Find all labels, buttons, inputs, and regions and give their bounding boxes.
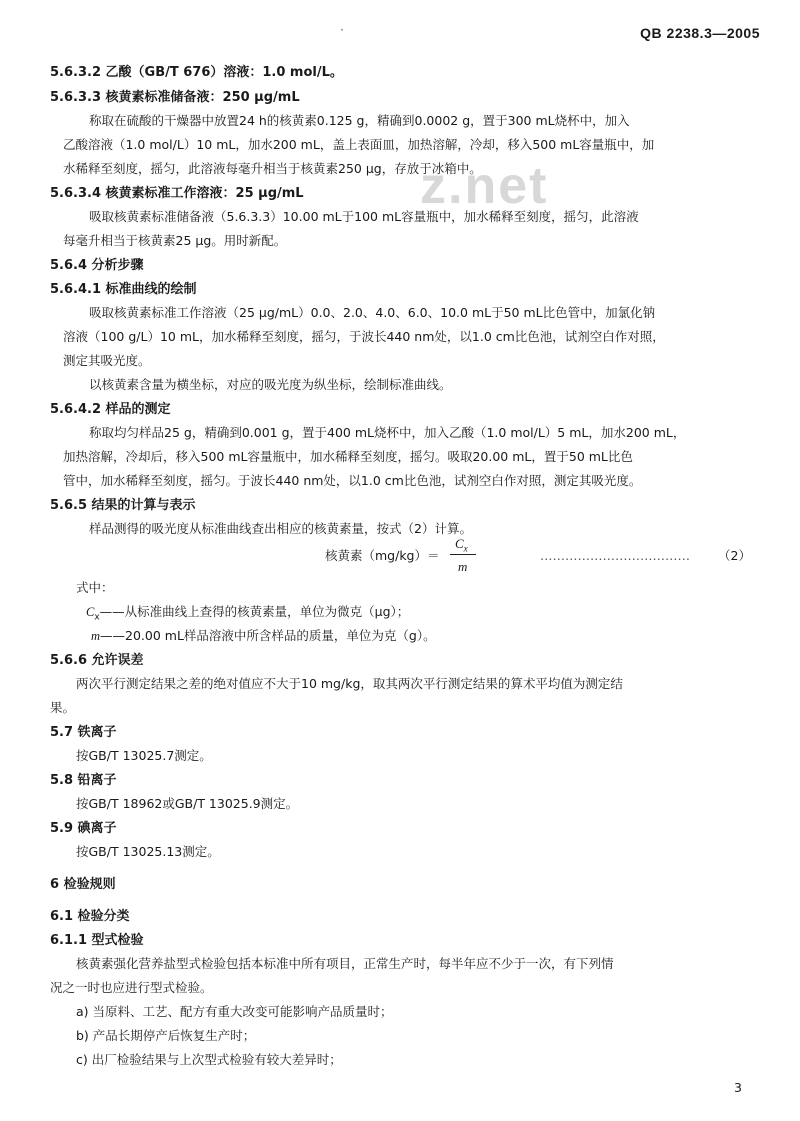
body-line: 称取在硫酸的干燥器中放置24 h的核黄素0.125 g，精确到0.0002 g，置于300 mL烧杯中，加入 — [89, 113, 630, 128]
body-line: 乙酸溶液（1.0 mol/L）10 mL，加水200 mL，盖上表面皿，加热溶解，冷却，移入500 mL容量瓶中，加 — [63, 137, 655, 152]
clause-5-6-5: 5.6.5 结果的计算与表示 — [50, 498, 196, 513]
formula-numerator: $C_x$ — [455, 536, 468, 554]
list-item-c: c) 出厂检验结果与上次型式检验有较大差异时； — [76, 1052, 342, 1067]
clause-5-6-6: 5.6.6 允许误差 — [50, 653, 144, 668]
clause-6: 6 检验规则 — [50, 877, 116, 892]
clause-5-6-4-2: 5.6.4.2 样品的测定 — [50, 402, 171, 417]
formula-lhs: 核黄素（mg/kg）＝ — [325, 548, 440, 563]
body-line: 水稀释至刻度，摇匀，此溶液每毫升相当于核黄素250 μg，存放于冰箱中。 — [63, 161, 482, 176]
body-line: 管中，加水稀释至刻度，摇匀。于波长440 nm处，以1.0 cm比色池，试剂空白作对照，测定其吸光度。 — [63, 473, 642, 488]
formula-leader: ……………………………… — [540, 548, 690, 563]
watermark: z.net — [420, 157, 549, 215]
page-number: 3 — [734, 1080, 742, 1095]
body-line: 以核黄素含量为横坐标，对应的吸光度为纵坐标，绘制标准曲线。 — [89, 377, 452, 392]
body-line: 核黄素强化营养盐型式检验包括本标准中所有项目，正常生产时，每半年应不少于一次，有下列情 — [76, 956, 614, 971]
list-item-a: a) 当原料、工艺、配方有重大改变可能影响产品质量时； — [76, 1004, 393, 1019]
body-line: 吸取核黄素标准储备液（5.6.3.3）10.00 mL于100 mL容量瓶中，加水稀释至刻度，摇匀，此溶液 — [89, 209, 639, 224]
standard-number: QB 2238.3—2005 — [640, 25, 760, 41]
body-line: 果。 — [50, 700, 76, 715]
header-dot: · — [340, 22, 344, 37]
body-line: 称取均匀样品25 g，精确到0.001 g，置于400 mL烧杯中，加入乙酸（1.0 mol/L）5 mL，加水200 mL， — [89, 425, 686, 440]
body-line: 况之一时也应进行型式检验。 — [50, 980, 213, 995]
where-label: 式中： — [76, 580, 114, 595]
body-line: 按GB/T 18962或GB/T 13025.9测定。 — [76, 796, 299, 811]
definition-row: $C_x——$从标准曲线上查得的核黄素量，单位为微克（μg）； — [86, 604, 410, 623]
body-line: 溶液（100 g/L）10 mL，加水稀释至刻度，摇匀，于波长440 nm处，以1.0 cm比色池，试剂空白作对照， — [63, 329, 665, 344]
clause-5-7: 5.7 铁离子 — [50, 725, 117, 740]
body-line: 每毫升相当于核黄素25 μg。用时新配。 — [63, 233, 287, 248]
clause-5-8: 5.8 铅离子 — [50, 773, 117, 788]
body-line: 按GB/T 13025.13测定。 — [76, 844, 220, 859]
body-line: 样品测得的吸光度从标准曲线查出相应的核黄素量，按式（2）计算。 — [89, 521, 472, 536]
clause-5-6-4-1: 5.6.4.1 标准曲线的绘制 — [50, 282, 197, 297]
clause-5-6-3-2: 5.6.3.2 乙酸（GB/T 676）溶液：1.0 mol/L。 — [50, 65, 343, 80]
formula-number: （2） — [718, 548, 751, 563]
clause-5-6-3-3: 5.6.3.3 核黄素标准储备液：250 μg/mL — [50, 90, 300, 105]
body-line: 两次平行测定结果之差的绝对值应不大于10 mg/kg，取其两次平行测定结果的算术平均值为测定结 — [76, 676, 623, 691]
body-line: 测定其吸光度。 — [63, 353, 151, 368]
body-line: 吸取核黄素标准工作溶液（25 μg/mL）0.0、2.0、4.0、6.0、10.0 mL于50 mL比色管中，加氯化钠 — [89, 305, 656, 320]
clause-6-1: 6.1 检验分类 — [50, 909, 130, 924]
body-line: 加热溶解，冷却后，移入500 mL容量瓶中，加水稀释至刻度，摇匀。吸取20.00 mL，置于50 mL比色 — [63, 449, 633, 464]
clause-5-6-3-4: 5.6.3.4 核黄素标准工作溶液：25 μg/mL — [50, 186, 304, 201]
clause-5-9: 5.9 碘离子 — [50, 821, 117, 836]
definition-row: m——20.00 mL样品溶液中所含样品的质量，单位为克（g）。 — [91, 628, 436, 643]
clause-6-1-1: 6.1.1 型式检验 — [50, 933, 144, 948]
formula-denominator: m — [458, 559, 468, 574]
clause-5-6-4: 5.6.4 分析步骤 — [50, 258, 144, 273]
body-line: 按GB/T 13025.7测定。 — [76, 748, 212, 763]
fraction-bar — [450, 554, 476, 555]
list-item-b: b) 产品长期停产后恢复生产时； — [76, 1028, 256, 1043]
